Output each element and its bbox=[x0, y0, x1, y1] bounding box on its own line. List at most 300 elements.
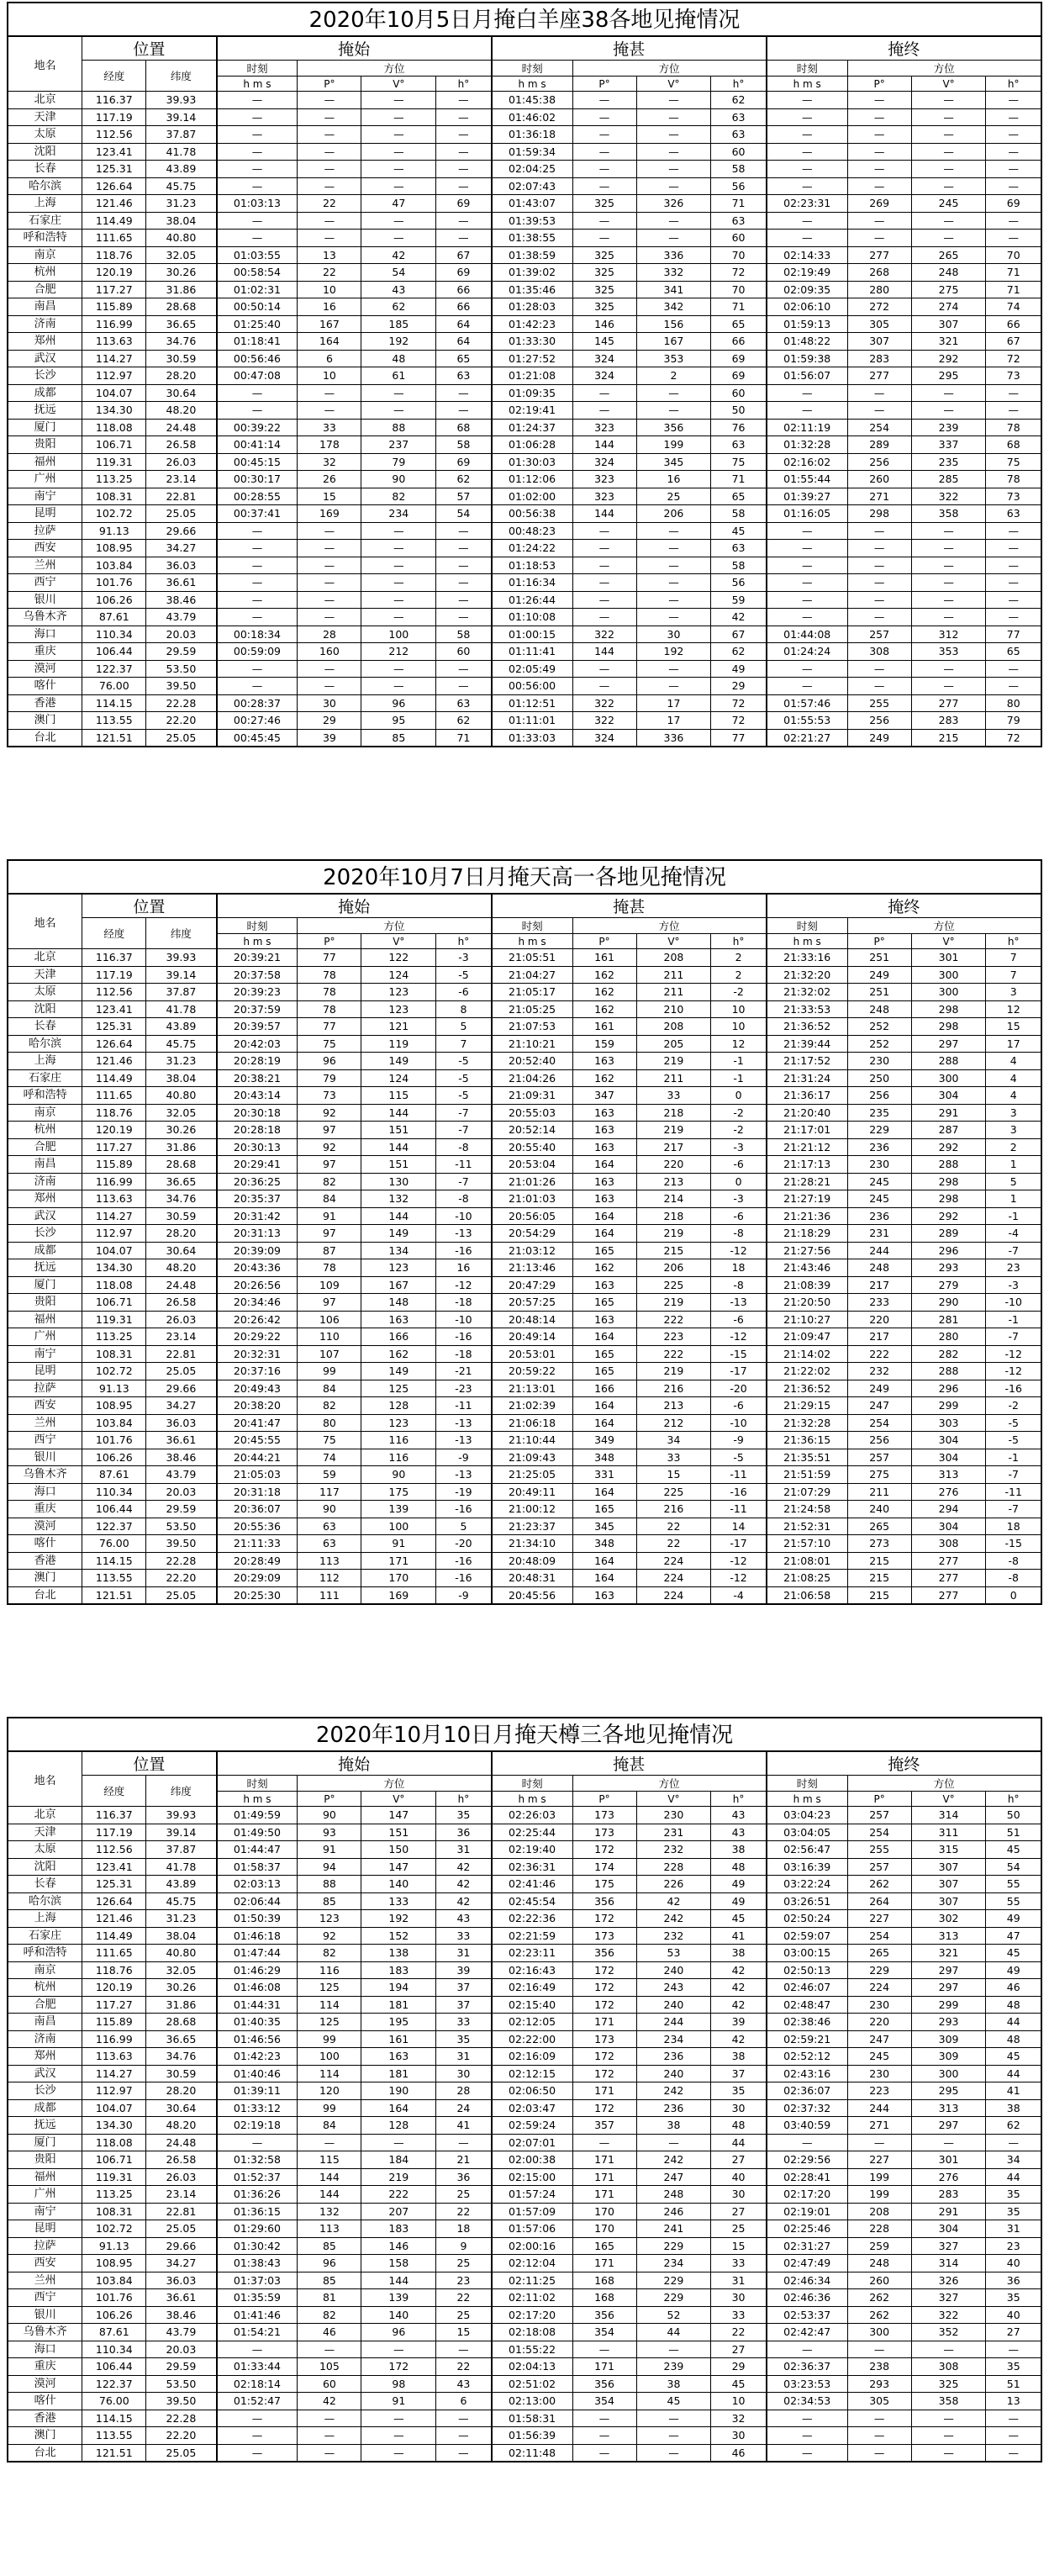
value-cell: 3 bbox=[986, 1122, 1041, 1139]
value-cell: 02:45:54 bbox=[492, 1892, 572, 1910]
value-cell: 113.55 bbox=[82, 712, 146, 730]
value-cell: 60 bbox=[436, 643, 492, 661]
value-cell: — bbox=[767, 660, 847, 678]
value-cell: 21:04:27 bbox=[492, 966, 572, 984]
value-cell: 20:44:21 bbox=[217, 1449, 298, 1466]
table-row bbox=[8, 1501, 1041, 1518]
value-cell: — bbox=[572, 522, 636, 540]
value-cell: 01:25:40 bbox=[217, 315, 298, 333]
value-cell: 20:47:29 bbox=[492, 1276, 572, 1294]
col-azimuth: 方位 bbox=[847, 918, 1041, 934]
value-cell: — bbox=[911, 2427, 986, 2445]
value-cell: 214 bbox=[636, 1190, 711, 1208]
value-cell: 54 bbox=[436, 505, 492, 523]
value-cell: 52 bbox=[636, 2306, 711, 2324]
value-cell: 106.44 bbox=[82, 1501, 146, 1518]
value-cell: 269 bbox=[847, 195, 911, 213]
value-cell: 01:38:55 bbox=[492, 230, 572, 247]
city-cell: 沈阳 bbox=[8, 1000, 82, 1018]
value-cell: 50 bbox=[711, 402, 767, 420]
city-cell: 杭州 bbox=[8, 264, 82, 282]
table-row bbox=[8, 2117, 1041, 2135]
value-cell: 347 bbox=[572, 1087, 636, 1105]
table-row bbox=[8, 1414, 1041, 1432]
value-cell: 345 bbox=[636, 453, 711, 471]
value-cell: 35 bbox=[986, 2203, 1041, 2220]
value-cell: 173 bbox=[572, 2030, 636, 2048]
city-cell: 拉萨 bbox=[8, 522, 82, 540]
table-row bbox=[8, 949, 1041, 967]
city-cell: 乌鲁木齐 bbox=[8, 609, 82, 626]
city-cell: 杭州 bbox=[8, 1122, 82, 1139]
value-cell: — bbox=[217, 678, 298, 695]
col-phase-max: 掩甚 bbox=[492, 36, 767, 61]
value-cell: — bbox=[986, 678, 1041, 695]
table-row bbox=[8, 591, 1041, 609]
value-cell: 251 bbox=[847, 949, 911, 967]
value-cell: -11 bbox=[986, 1483, 1041, 1501]
value-cell: 00:28:37 bbox=[217, 694, 298, 712]
col-position: 位置 bbox=[82, 894, 217, 918]
value-cell: — bbox=[298, 108, 361, 126]
city-cell: 天津 bbox=[8, 966, 82, 984]
value-cell: 22 bbox=[711, 2324, 767, 2341]
value-cell: 111.65 bbox=[82, 1087, 146, 1105]
city-cell: 武汉 bbox=[8, 350, 82, 367]
value-cell: 01:33:12 bbox=[217, 2099, 298, 2117]
value-cell: 44 bbox=[711, 2134, 767, 2151]
value-cell: 299 bbox=[911, 1996, 986, 2014]
value-cell: 138 bbox=[361, 1945, 436, 1962]
value-cell: 42 bbox=[711, 1961, 767, 1979]
city-cell: 乌鲁木齐 bbox=[8, 1466, 82, 1484]
value-cell: -12 bbox=[986, 1363, 1041, 1380]
value-cell: 01:00:15 bbox=[492, 626, 572, 643]
value-cell: 354 bbox=[572, 2324, 636, 2341]
value-cell: 45 bbox=[636, 2393, 711, 2410]
value-cell: — bbox=[636, 384, 711, 402]
value-cell: — bbox=[436, 540, 492, 557]
value-cell: 01:32:58 bbox=[217, 2151, 298, 2169]
value-cell: 85 bbox=[361, 729, 436, 747]
value-cell: 163 bbox=[572, 1122, 636, 1139]
value-cell: 76.00 bbox=[82, 2393, 146, 2410]
value-cell: 248 bbox=[847, 2255, 911, 2272]
value-cell: — bbox=[767, 522, 847, 540]
value-cell: 112.56 bbox=[82, 1841, 146, 1859]
value-cell: — bbox=[572, 2444, 636, 2462]
value-cell: — bbox=[767, 574, 847, 592]
value-cell: 02:15:40 bbox=[492, 1996, 572, 2014]
value-cell: 277 bbox=[911, 694, 986, 712]
value-cell: — bbox=[911, 177, 986, 195]
value-cell: 163 bbox=[572, 1276, 636, 1294]
value-cell: 283 bbox=[847, 350, 911, 367]
value-cell: — bbox=[911, 660, 986, 678]
value-cell: 208 bbox=[636, 1018, 711, 1036]
value-cell: 02:36:31 bbox=[492, 1858, 572, 1876]
value-cell: 02:06:50 bbox=[492, 2082, 572, 2100]
value-cell: 38 bbox=[636, 2117, 711, 2135]
table-row bbox=[8, 1345, 1041, 1363]
value-cell: — bbox=[767, 2341, 847, 2358]
value-cell: — bbox=[361, 2134, 436, 2151]
value-cell: 53.50 bbox=[146, 2375, 217, 2393]
value-cell: 120.19 bbox=[82, 1122, 146, 1139]
value-cell: — bbox=[298, 402, 361, 420]
value-cell: 02:42:47 bbox=[767, 2324, 847, 2341]
col-hms: h m s bbox=[217, 1792, 298, 1807]
value-cell: 25.05 bbox=[146, 505, 217, 523]
value-cell: -7 bbox=[986, 1466, 1041, 1484]
value-cell: 151 bbox=[361, 1156, 436, 1174]
value-cell: 114.15 bbox=[82, 1552, 146, 1570]
col-p: P° bbox=[847, 1792, 911, 1807]
value-cell: 175 bbox=[361, 1483, 436, 1501]
value-cell: 283 bbox=[911, 2186, 986, 2204]
value-cell: — bbox=[436, 2134, 492, 2151]
value-cell: 21:17:01 bbox=[767, 1122, 847, 1139]
value-cell: 315 bbox=[911, 1841, 986, 1859]
value-cell: 219 bbox=[361, 2168, 436, 2186]
value-cell: 332 bbox=[636, 264, 711, 282]
value-cell: 00:28:55 bbox=[217, 488, 298, 505]
col-hms: h m s bbox=[767, 1792, 847, 1807]
value-cell: 22 bbox=[436, 2203, 492, 2220]
value-cell: — bbox=[636, 540, 711, 557]
value-cell: — bbox=[847, 177, 911, 195]
value-cell: 41 bbox=[436, 2117, 492, 2135]
value-cell: 171 bbox=[572, 2186, 636, 2204]
value-cell: 103.84 bbox=[82, 2272, 146, 2289]
value-cell: 114.27 bbox=[82, 350, 146, 367]
value-cell: 161 bbox=[361, 2030, 436, 2048]
col-p: P° bbox=[298, 934, 361, 949]
value-cell: 20:42:03 bbox=[217, 1035, 298, 1053]
value-cell: -5 bbox=[436, 1053, 492, 1070]
value-cell: 31.23 bbox=[146, 195, 217, 213]
table-row bbox=[8, 264, 1041, 282]
value-cell: 219 bbox=[636, 1225, 711, 1243]
value-cell: 31.86 bbox=[146, 1138, 217, 1156]
value-cell: 144 bbox=[361, 1207, 436, 1225]
value-cell: 217 bbox=[636, 1138, 711, 1156]
value-cell: 01:57:06 bbox=[492, 2220, 572, 2238]
value-cell: 38 bbox=[986, 2099, 1041, 2117]
value-cell: 74 bbox=[298, 1449, 361, 1466]
value-cell: 87.61 bbox=[82, 1466, 146, 1484]
value-cell: 222 bbox=[636, 1311, 711, 1328]
value-cell: 27 bbox=[711, 2341, 767, 2358]
col-h: h° bbox=[711, 934, 767, 949]
value-cell: 82 bbox=[298, 1173, 361, 1190]
value-cell: 01:26:44 bbox=[492, 591, 572, 609]
value-cell: 115 bbox=[361, 1087, 436, 1105]
value-cell: 21:10:44 bbox=[492, 1432, 572, 1449]
value-cell: 33 bbox=[436, 2014, 492, 2031]
col-p: P° bbox=[572, 1792, 636, 1807]
value-cell: 31.86 bbox=[146, 1996, 217, 2014]
value-cell: -1 bbox=[711, 1053, 767, 1070]
value-cell: 22 bbox=[436, 2358, 492, 2376]
value-cell: 73 bbox=[298, 1087, 361, 1105]
value-cell: — bbox=[361, 678, 436, 695]
value-cell: 85 bbox=[298, 2237, 361, 2255]
col-time: 时刻 bbox=[767, 918, 847, 934]
value-cell: — bbox=[911, 574, 986, 592]
value-cell: 216 bbox=[636, 1501, 711, 1518]
city-cell: 西安 bbox=[8, 1397, 82, 1415]
value-cell: -1 bbox=[986, 1207, 1041, 1225]
value-cell: 148 bbox=[361, 1294, 436, 1312]
table-row bbox=[8, 2255, 1041, 2272]
value-cell: 01:33:03 bbox=[492, 729, 572, 747]
value-cell: 22 bbox=[298, 195, 361, 213]
value-cell: — bbox=[298, 678, 361, 695]
col-latitude: 纬度 bbox=[146, 918, 217, 949]
value-cell: 39.14 bbox=[146, 1824, 217, 1841]
value-cell: -17 bbox=[711, 1535, 767, 1553]
value-cell: 223 bbox=[636, 1328, 711, 1346]
value-cell: 20:55:36 bbox=[217, 1518, 298, 1535]
value-cell: 20:30:13 bbox=[217, 1138, 298, 1156]
value-cell: 02:23:11 bbox=[492, 1945, 572, 1962]
table-row bbox=[8, 1910, 1041, 1928]
value-cell: 273 bbox=[847, 1535, 911, 1553]
value-cell: 48.20 bbox=[146, 402, 217, 420]
value-cell: 108.31 bbox=[82, 1345, 146, 1363]
value-cell: — bbox=[636, 126, 711, 144]
value-cell: 17 bbox=[636, 694, 711, 712]
value-cell: 123.41 bbox=[82, 1858, 146, 1876]
occultation-table-block bbox=[7, 859, 1042, 1605]
col-location: 地名 bbox=[8, 1751, 82, 1807]
value-cell: 215 bbox=[847, 1552, 911, 1570]
value-cell: — bbox=[217, 609, 298, 626]
value-cell: 230 bbox=[636, 1807, 711, 1824]
value-cell: 03:22:24 bbox=[767, 1876, 847, 1893]
table-row bbox=[8, 315, 1041, 333]
value-cell: 30.59 bbox=[146, 1207, 217, 1225]
value-cell: 7 bbox=[986, 949, 1041, 967]
value-cell: 236 bbox=[636, 2099, 711, 2117]
value-cell: 229 bbox=[636, 2237, 711, 2255]
value-cell: 02:04:25 bbox=[492, 161, 572, 178]
value-cell: 164 bbox=[572, 1414, 636, 1432]
value-cell: 257 bbox=[847, 1449, 911, 1466]
value-cell: 39 bbox=[711, 2014, 767, 2031]
value-cell: 15 bbox=[711, 2237, 767, 2255]
table-row bbox=[8, 984, 1041, 1001]
value-cell: 322 bbox=[911, 2306, 986, 2324]
value-cell: 301 bbox=[911, 2151, 986, 2169]
value-cell: 02:17:20 bbox=[767, 2186, 847, 2204]
value-cell: 121.46 bbox=[82, 1053, 146, 1070]
value-cell: 55 bbox=[986, 1876, 1041, 1893]
value-cell: 49 bbox=[711, 1892, 767, 1910]
value-cell: 13 bbox=[298, 246, 361, 264]
value-cell: — bbox=[572, 161, 636, 178]
value-cell: -7 bbox=[986, 1328, 1041, 1346]
value-cell: 213 bbox=[636, 1397, 711, 1415]
value-cell: 169 bbox=[298, 505, 361, 523]
value-cell: -5 bbox=[436, 1069, 492, 1087]
city-cell: 乌鲁木齐 bbox=[8, 2324, 82, 2341]
value-cell: 230 bbox=[847, 1156, 911, 1174]
col-phase-begin: 掩始 bbox=[217, 894, 492, 918]
value-cell: — bbox=[436, 660, 492, 678]
value-cell: 239 bbox=[911, 419, 986, 436]
value-cell: 122 bbox=[361, 949, 436, 967]
value-cell: 01:36:26 bbox=[217, 2186, 298, 2204]
value-cell: 21:36:52 bbox=[767, 1380, 847, 1397]
value-cell: 194 bbox=[361, 1979, 436, 1997]
value-cell: 39 bbox=[436, 1961, 492, 1979]
value-cell: 144 bbox=[298, 2186, 361, 2204]
value-cell: 45 bbox=[986, 1841, 1041, 1859]
value-cell: 100 bbox=[361, 626, 436, 643]
value-cell: 323 bbox=[572, 471, 636, 488]
value-cell: 265 bbox=[911, 246, 986, 264]
value-cell: 16 bbox=[436, 1259, 492, 1277]
value-cell: 231 bbox=[636, 1824, 711, 1841]
value-cell: 58 bbox=[436, 436, 492, 454]
table-row bbox=[8, 505, 1041, 523]
value-cell: 01:27:52 bbox=[492, 350, 572, 367]
table-header bbox=[8, 1751, 1041, 1807]
table-row bbox=[8, 1173, 1041, 1190]
value-cell: 327 bbox=[911, 2237, 986, 2255]
value-cell: 3 bbox=[986, 984, 1041, 1001]
value-cell: — bbox=[986, 522, 1041, 540]
value-cell: 256 bbox=[847, 1432, 911, 1449]
value-cell: 36.61 bbox=[146, 2289, 217, 2307]
city-cell: 武汉 bbox=[8, 2065, 82, 2082]
value-cell: 163 bbox=[572, 1190, 636, 1208]
value-cell: 20:25:30 bbox=[217, 1586, 298, 1604]
value-cell: 312 bbox=[911, 626, 986, 643]
value-cell: 192 bbox=[361, 333, 436, 351]
header-row-1 bbox=[8, 36, 1041, 61]
value-cell: 37 bbox=[436, 1996, 492, 2014]
value-cell: 75 bbox=[711, 453, 767, 471]
value-cell: 238 bbox=[847, 2358, 911, 2376]
city-cell: 澳门 bbox=[8, 1570, 82, 1587]
value-cell: 15 bbox=[636, 1466, 711, 1484]
value-cell: 280 bbox=[847, 281, 911, 298]
value-cell: — bbox=[767, 384, 847, 402]
city-cell: 太原 bbox=[8, 126, 82, 144]
value-cell: 28.68 bbox=[146, 2014, 217, 2031]
value-cell: 162 bbox=[572, 1069, 636, 1087]
value-cell: 30.64 bbox=[146, 1242, 217, 1259]
value-cell: 349 bbox=[572, 1432, 636, 1449]
value-cell: — bbox=[847, 2341, 911, 2358]
value-cell: 46 bbox=[711, 2444, 767, 2462]
value-cell: — bbox=[436, 384, 492, 402]
table-row bbox=[8, 367, 1041, 385]
value-cell: 295 bbox=[911, 2082, 986, 2100]
value-cell: 36 bbox=[986, 2272, 1041, 2289]
value-cell: 34 bbox=[636, 1432, 711, 1449]
value-cell: 296 bbox=[911, 1242, 986, 1259]
value-cell: 356 bbox=[572, 1945, 636, 1962]
value-cell: 29.66 bbox=[146, 522, 217, 540]
city-cell: 漠河 bbox=[8, 660, 82, 678]
value-cell: 20:28:19 bbox=[217, 1053, 298, 1070]
col-latitude: 纬度 bbox=[146, 61, 217, 92]
value-cell: 63 bbox=[436, 694, 492, 712]
value-cell: 348 bbox=[572, 1535, 636, 1553]
city-cell: 济南 bbox=[8, 2030, 82, 2048]
value-cell: 308 bbox=[911, 2358, 986, 2376]
value-cell: 111 bbox=[298, 1586, 361, 1604]
value-cell: 323 bbox=[572, 419, 636, 436]
value-cell: 02:00:16 bbox=[492, 2237, 572, 2255]
value-cell: — bbox=[361, 2341, 436, 2358]
value-cell: 123 bbox=[298, 1910, 361, 1928]
value-cell: 17 bbox=[636, 712, 711, 730]
value-cell: 01:57:09 bbox=[492, 2203, 572, 2220]
value-cell: 272 bbox=[847, 298, 911, 316]
value-cell: 292 bbox=[911, 350, 986, 367]
value-cell: -8 bbox=[986, 1552, 1041, 1570]
value-cell: 298 bbox=[911, 1190, 986, 1208]
value-cell: 117.27 bbox=[82, 1996, 146, 2014]
value-cell: — bbox=[847, 574, 911, 592]
value-cell: 20:37:16 bbox=[217, 1363, 298, 1380]
value-cell: 158 bbox=[361, 2255, 436, 2272]
city-cell: 南昌 bbox=[8, 298, 82, 316]
value-cell: 325 bbox=[911, 2375, 986, 2393]
value-cell: — bbox=[767, 2444, 847, 2462]
value-cell: 63 bbox=[711, 436, 767, 454]
table-row bbox=[8, 126, 1041, 144]
value-cell: 30.64 bbox=[146, 384, 217, 402]
value-cell: — bbox=[436, 212, 492, 230]
col-longitude: 经度 bbox=[82, 918, 146, 949]
value-cell: 23.14 bbox=[146, 471, 217, 488]
value-cell: 30.64 bbox=[146, 2099, 217, 2117]
value-cell: 248 bbox=[636, 2186, 711, 2204]
value-cell: 259 bbox=[847, 2237, 911, 2255]
value-cell: 21:33:16 bbox=[767, 949, 847, 967]
value-cell: — bbox=[217, 2444, 298, 2462]
value-cell: 356 bbox=[572, 2375, 636, 2393]
value-cell: 114.49 bbox=[82, 212, 146, 230]
value-cell: — bbox=[217, 2341, 298, 2358]
value-cell: 39.50 bbox=[146, 2393, 217, 2410]
col-p: P° bbox=[847, 77, 911, 92]
value-cell: -7 bbox=[986, 1242, 1041, 1259]
value-cell: 42 bbox=[436, 1876, 492, 1893]
value-cell: — bbox=[847, 609, 911, 626]
value-cell: — bbox=[572, 574, 636, 592]
table-body bbox=[8, 949, 1041, 1605]
value-cell: 82 bbox=[298, 1397, 361, 1415]
occultation-table-block bbox=[7, 2, 1042, 747]
value-cell: 30.26 bbox=[146, 1122, 217, 1139]
value-cell: 245 bbox=[847, 1173, 911, 1190]
value-cell: 164 bbox=[572, 1156, 636, 1174]
value-cell: 20:48:31 bbox=[492, 1570, 572, 1587]
value-cell: 00:59:09 bbox=[217, 643, 298, 661]
value-cell: 41.78 bbox=[146, 1000, 217, 1018]
col-longitude: 经度 bbox=[82, 1776, 146, 1807]
value-cell: 45 bbox=[711, 522, 767, 540]
value-cell: 63 bbox=[711, 540, 767, 557]
value-cell: 325 bbox=[572, 264, 636, 282]
